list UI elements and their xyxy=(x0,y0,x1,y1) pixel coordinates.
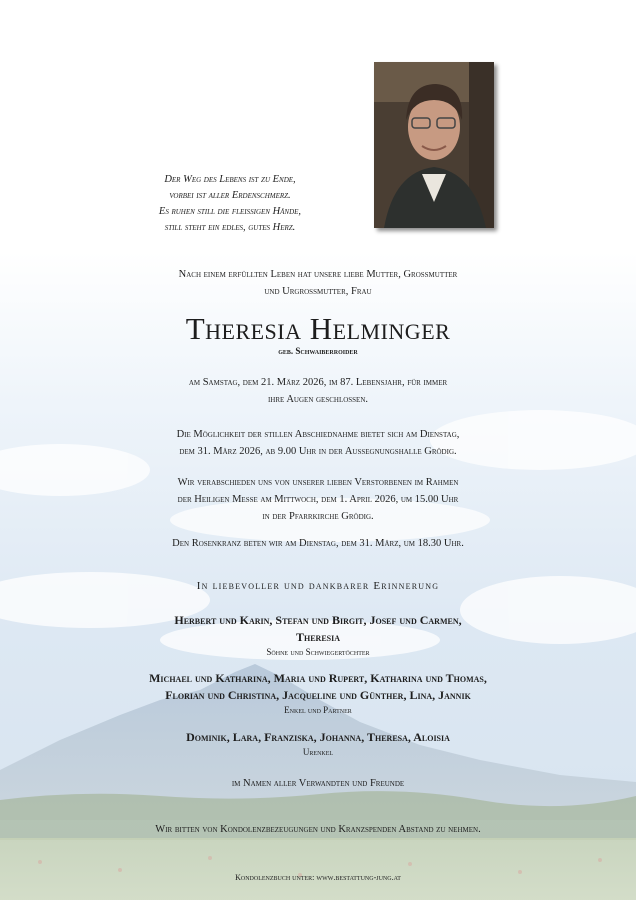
mourner-names: Herbert und Karin, Stefan und Birgit, Josef und Carmen, xyxy=(174,613,462,627)
relatives-line: im Namen aller Verwandten und Freunde xyxy=(231,778,405,789)
death-line: am Samstag, dem 21. März 2026, im 87. Lebensjahr, für immer xyxy=(188,377,448,388)
mourner-names: Theresia xyxy=(295,630,340,644)
poem-line: vorbei ist aller Erdenschmerz. xyxy=(169,190,291,201)
death-notice xyxy=(80,374,556,408)
death-line: ihre Augen geschlossen. xyxy=(267,394,369,405)
birth-name: geb. Schwaiberroider xyxy=(278,346,358,356)
portrait-photo xyxy=(374,62,494,228)
mourner-names: Dominik, Lara, Franziska, Johanna, Theresa, Aloisia xyxy=(186,730,450,744)
mass-info xyxy=(80,474,556,525)
memory-line: In liebevoller und dankbarer Erinnerung xyxy=(196,580,440,592)
condolence-link[interactable]: Kondolenzbuch unter: www.bestattung-jung.at xyxy=(235,873,401,882)
request-line: Wir bitten von Kondolenzbezeugungen und Kranzspenden Abstand zu nehmen. xyxy=(155,824,481,835)
poem xyxy=(110,172,350,236)
rosary-line: Den Rosenkranz beten wir am Dienstag, dem 31. März, um 18.30 Uhr. xyxy=(172,538,464,549)
mourner-names: Florian und Christina, Jacqueline und Günther, Lina, Jannik xyxy=(165,688,471,702)
mass-line: in der Pfarrkirche Grödig. xyxy=(262,511,374,522)
mourner-names: Michael und Katharina, Maria und Rupert, Katharina und Thomas, xyxy=(149,671,487,685)
rosary-info xyxy=(80,535,556,552)
deceased-name: Theresia Helminger xyxy=(185,311,451,346)
mourner-group-grandchildren xyxy=(80,670,556,716)
farewell-line: Die Möglichkeit der stillen Abschiednahme bietet sich am Dienstag, xyxy=(176,429,460,440)
poem-line: still steht ein edles, gutes Herz. xyxy=(164,222,296,233)
mourner-relation: Urenkel xyxy=(302,747,334,757)
mass-line: Wir verabschieden uns von unserer lieben Verstorbenen im Rahmen xyxy=(177,477,459,488)
intro-line: Nach einem erfüllten Leben hat unsere liebe Mutter, Grossmutter xyxy=(178,269,458,280)
farewell-line: dem 31. März 2026, ab 9.00 Uhr in der Aussegnungshalle Grödig. xyxy=(179,446,457,457)
intro-line: und Urgrossmutter, Frau xyxy=(264,286,372,297)
portrait-image xyxy=(374,62,494,228)
mourner-relation: Enkel und Partner xyxy=(284,705,352,715)
mass-line: der Heiligen Messe am Mittwoch, dem 1. April 2026, um 15.00 Uhr xyxy=(177,494,459,505)
intro-text xyxy=(80,266,556,300)
mourner-group-children xyxy=(80,612,556,658)
farewell-info xyxy=(80,426,556,460)
mourner-relation: Söhne und Schwiegertöchter xyxy=(266,647,370,657)
poem-line: Es ruhen still die fleissigen Hände, xyxy=(158,206,302,217)
mourner-group-great-grandchildren xyxy=(80,729,556,758)
poem-line: Der Weg des Lebens ist zu Ende, xyxy=(164,174,296,185)
